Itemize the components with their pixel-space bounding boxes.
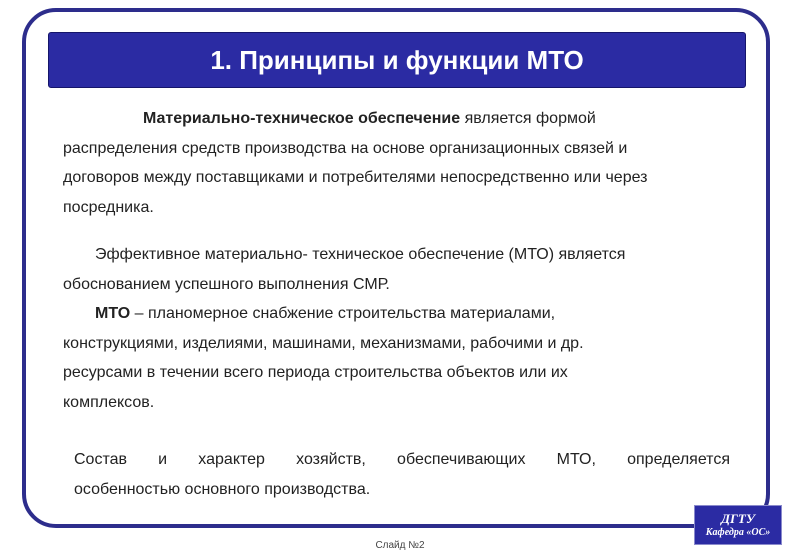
paragraph-line: посредника. <box>63 198 154 216</box>
paragraph-line: Состав и характер хозяйств, обеспечивающих МТО, определяется <box>74 451 730 468</box>
paragraph-definition <box>63 104 713 222</box>
mto-lead-text: – планомерное снабжение строительства материалами, <box>130 305 556 322</box>
mto-term: МТО <box>95 305 131 322</box>
paragraph-line: распределения средств производства на основе организационных связей и <box>63 139 628 157</box>
paragraph-line: ресурсами в течении всего периода строительства объектов или их <box>63 364 568 381</box>
paragraph-effective-mto <box>63 240 713 417</box>
logo-department: Кафедра «ОС» <box>705 527 771 538</box>
paragraph-line: особенностью основного производства. <box>74 480 371 498</box>
paragraph-line: конструкциями, изделиями, машинами, механизмами, рабочими и др. <box>63 334 584 352</box>
paragraph-line: Эффективное материально- техническое обеспечение (МТО) является <box>95 246 626 263</box>
paragraph-line: договоров между поставщиками и потребителями непосредственно или через <box>63 169 648 186</box>
dgtu-logo <box>694 505 782 545</box>
logo-university: ДГТУ <box>721 511 755 526</box>
slide-number: Слайд №2 <box>375 540 425 551</box>
paragraph-composition <box>74 445 730 504</box>
definition-term: Материально-техническое обеспечение <box>143 110 461 127</box>
definition-lead-text: является формой <box>460 110 596 127</box>
slide-title: 1. Принципы и функции МТО <box>210 44 584 75</box>
title-bar <box>48 32 746 88</box>
paragraph-line: обоснованием успешного выполнения СМР. <box>63 275 390 293</box>
paragraph-line: комплексов. <box>63 393 155 411</box>
